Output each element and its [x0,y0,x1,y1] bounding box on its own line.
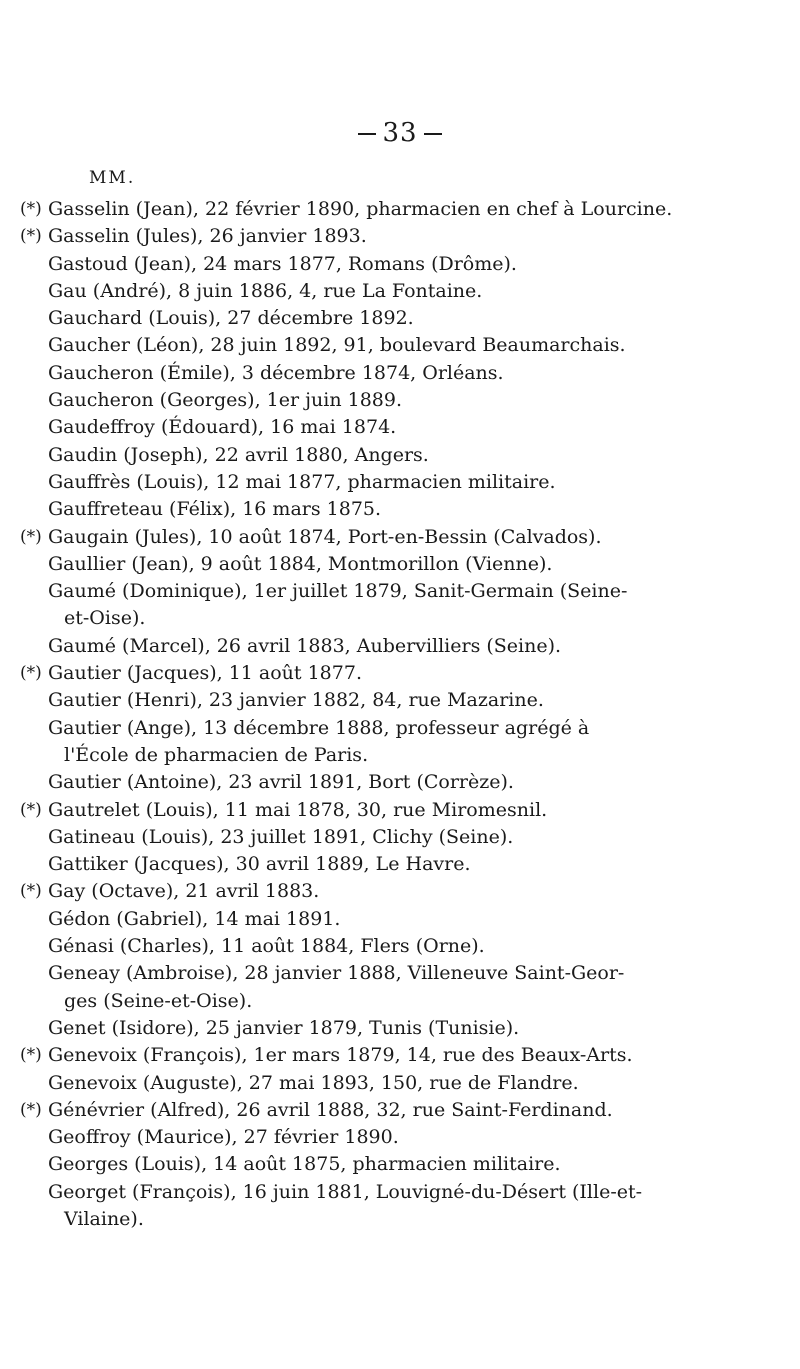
list-item [0,223,800,250]
entry-text: Gay (Octave), 21 avril 1883. [48,880,320,903]
entry-text: Gautrelet (Louis), 11 mai 1878, 30, rue Miromesnil. [48,798,548,821]
entry-list [0,196,800,1233]
page-heading: MM. [89,168,136,188]
entry-continuation: l'École de pharmacien de Paris. [64,743,369,766]
list-item [0,878,800,905]
entry-text: Gau (André), 8 juin 1886, 4, rue La Fontaine. [48,279,483,302]
entry-text: Georges (Louis), 14 août 1875, pharmacien militaire. [48,1153,561,1176]
list-item [0,1015,800,1042]
entry-text: Geoffroy (Maurice), 27 février 1890. [48,1126,399,1149]
entry-marker: (*) [20,663,42,684]
entry-text: Gaumé (Marcel), 26 avril 1883, Aubervilliers (Seine). [48,634,562,657]
list-item [0,414,800,441]
entry-text: Gédon (Gabriel), 14 mai 1891. [48,907,341,930]
entry-text: Gaudeffroy (Édouard), 16 mai 1874. [48,416,397,439]
entry-text: Gauffreteau (Félix), 16 mars 1875. [48,498,382,521]
entry-marker: (*) [20,526,42,547]
list-item [0,1151,800,1178]
list-item [0,769,800,796]
entry-text: Gaudin (Joseph), 22 avril 1880, Angers. [48,443,429,466]
entry-text: Gautier (Ange), 13 décembre 1888, professeur agrégé à [48,716,590,739]
entry-text: Gasselin (Jean), 22 février 1890, pharmacien en chef à Lourcine. [48,198,673,220]
entry-text: Gautier (Henri), 23 janvier 1882, 84, rue Mazarine. [48,689,544,712]
list-item [0,1179,800,1234]
entry-marker: (*) [20,881,42,902]
page-number-dash-right [424,133,442,135]
entry-text: Gaucheron (Émile), 3 décembre 1874, Orléans. [48,361,504,384]
list-item [0,360,800,387]
list-item [0,387,800,414]
list-item [0,960,800,1015]
entry-text: Gattiker (Jacques), 30 avril 1889, Le Havre. [48,853,471,876]
entry-text: Gasselin (Jules), 26 janvier 1893. [48,225,367,248]
entry-text: Georget (François), 16 juin 1881, Louvigné-du-Désert (Ille-et- [48,1180,643,1203]
entry-text: Gastoud (Jean), 24 mars 1877, Romans (Drôme). [48,252,517,275]
list-item [0,278,800,305]
page-number-text: 33 [382,118,418,148]
entry-text: Génasi (Charles), 11 août 1884, Flers (Orne). [48,935,485,958]
entry-marker: (*) [20,799,42,820]
entry-continuation: Vilaine). [64,1207,144,1230]
list-item [0,660,800,687]
list-item [0,524,800,551]
list-item [0,442,800,469]
list-item [0,933,800,960]
entry-marker: (*) [20,1045,42,1066]
entry-text: Gauffrès (Louis), 12 mai 1877, pharmacien militaire. [48,470,556,493]
list-item [0,251,800,278]
entry-text: Genevoix (François), 1er mars 1879, 14, rue des Beaux-Arts. [48,1044,633,1067]
list-item [0,824,800,851]
list-item [0,578,800,633]
entry-continuation: ges (Seine-et-Oise). [64,989,253,1012]
list-item [0,1070,800,1097]
list-item [0,1042,800,1069]
page-number [0,118,800,148]
list-item [0,687,800,714]
list-item [0,797,800,824]
list-item [0,469,800,496]
entry-marker: (*) [20,199,42,219]
entry-marker: (*) [20,1099,42,1120]
entry-continuation: et-Oise). [64,607,146,630]
page-number-dash-left [358,133,376,135]
entry-text: Gatineau (Louis), 23 juillet 1891, Clichy (Seine). [48,825,514,848]
list-item [0,633,800,660]
list-item [0,551,800,578]
entry-text: Gaullier (Jean), 9 août 1884, Montmorillon (Vienne). [48,552,553,575]
list-item [0,305,800,332]
list-item [0,1124,800,1151]
list-item [0,196,800,223]
entry-text: Genevoix (Auguste), 27 mai 1893, 150, rue de Flandre. [48,1071,579,1094]
entry-text: Geneay (Ambroise), 28 janvier 1888, Villeneuve Saint-Geor- [48,962,625,985]
entry-text: Gaucher (Léon), 28 juin 1892, 91, boulevard Beaumarchais. [48,334,626,357]
entry-text: Gaucheron (Georges), 1er juin 1889. [48,389,402,412]
entry-text: Gautier (Antoine), 23 avril 1891, Bort (Corrèze). [48,771,514,794]
list-item [0,715,800,770]
list-item [0,851,800,878]
entry-text: Gauchard (Louis), 27 décembre 1892. [48,307,414,330]
entry-text: Gaugain (Jules), 10 août 1874, Port-en-Bessin (Calvados). [48,525,602,548]
list-item [0,1097,800,1124]
entry-marker: (*) [20,226,42,247]
entry-text: Genet (Isidore), 25 janvier 1879, Tunis (Tunisie). [48,1016,520,1039]
entry-text: Gautier (Jacques), 11 août 1877. [48,662,362,685]
entry-text: Génévrier (Alfred), 26 avril 1888, 32, rue Saint-Ferdinand. [48,1098,613,1121]
entry-text: Gaumé (Dominique), 1er juillet 1879, Sanit-Germain (Seine- [48,580,628,603]
list-item [0,496,800,523]
list-item [0,906,800,933]
list-item [0,332,800,359]
